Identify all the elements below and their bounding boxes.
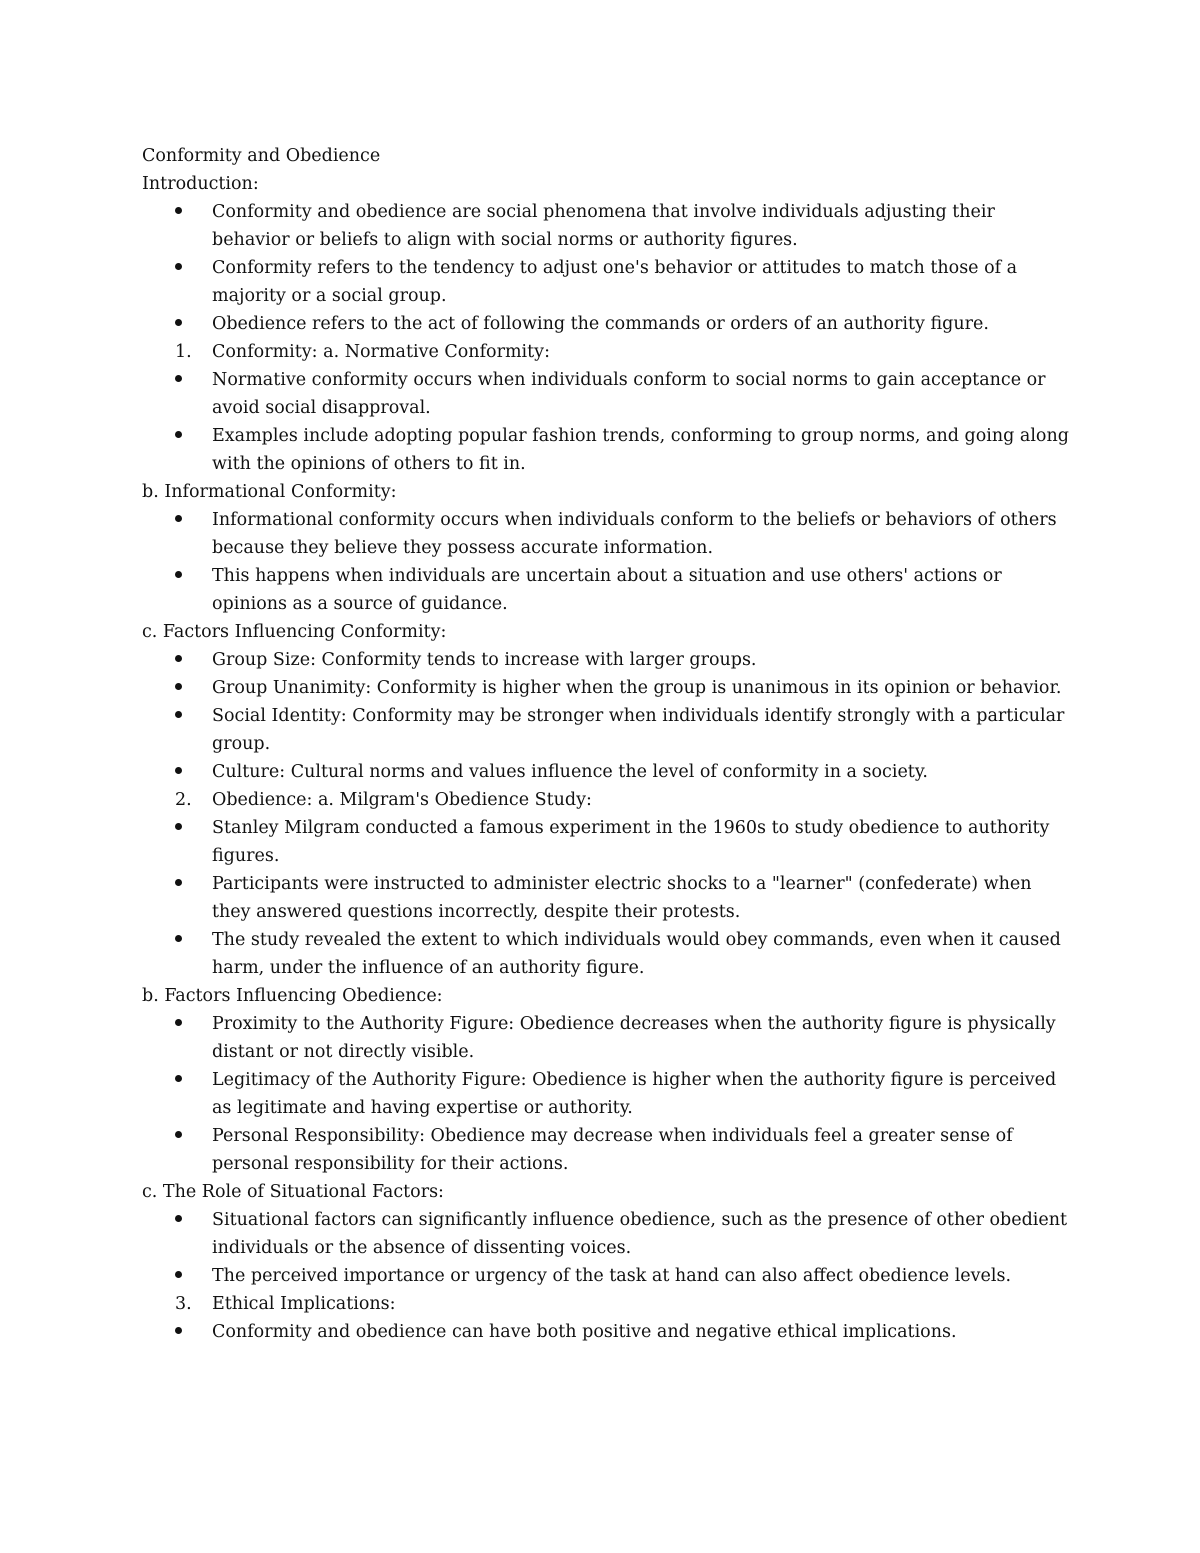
bullet-icon bbox=[174, 422, 208, 450]
list-item-text: Conformity and obedience can have both positive and negative ethical implications. bbox=[212, 1322, 957, 1342]
list-item-text: The study revealed the extent to which individuals would obey commands, even when it caused harm, under the influence of an authority figure. bbox=[212, 930, 1061, 978]
bullet-icon bbox=[174, 562, 208, 590]
bullet-icon bbox=[174, 366, 208, 394]
list-item bbox=[142, 310, 1072, 338]
bullet-icon bbox=[174, 198, 208, 226]
bullet-icon bbox=[174, 1010, 208, 1038]
list-item bbox=[142, 1122, 1072, 1178]
bullet-icon bbox=[174, 1206, 208, 1234]
numbered-item-label: Obedience: a. Milgram's Obedience Study: bbox=[212, 790, 592, 810]
subheading-factors-conformity: c. Factors Influencing Conformity: bbox=[142, 622, 447, 642]
list-item bbox=[142, 870, 1072, 926]
list-item-text: Conformity and obedience are social phenomena that involve individuals adjusting their behavior or beliefs to align with social norms or authority figures. bbox=[212, 202, 995, 250]
list-item-text: Stanley Milgram conducted a famous experiment in the 1960s to study obedience to authority figures. bbox=[212, 818, 1050, 866]
list-number: 1. bbox=[175, 342, 192, 362]
bullet-icon bbox=[174, 1122, 208, 1150]
numbered-item-label: Conformity: a. Normative Conformity: bbox=[212, 342, 550, 362]
list-item bbox=[142, 366, 1072, 422]
list-item-text: Obedience refers to the act of following the commands or orders of an authority figure. bbox=[212, 314, 989, 334]
list-item-text: Participants were instructed to administer electric shocks to a "learner" (confederate) when they answered questions incorrectly, despite their protests. bbox=[212, 874, 1032, 922]
bullet-icon bbox=[174, 506, 208, 534]
list-item-text: Personal Responsibility: Obedience may decrease when individuals feel a greater sense of personal responsibility for their actions. bbox=[212, 1126, 1013, 1174]
list-item bbox=[142, 1066, 1072, 1122]
list-item bbox=[142, 674, 1072, 702]
bullet-icon bbox=[174, 674, 208, 702]
bullet-icon bbox=[174, 870, 208, 898]
list-item bbox=[142, 1318, 1072, 1346]
document-body bbox=[142, 142, 1072, 1346]
subheading-factors-obedience: b. Factors Influencing Obedience: bbox=[142, 986, 443, 1006]
list-item bbox=[142, 562, 1072, 618]
numbered-item-ethical-implications bbox=[142, 1290, 1072, 1318]
list-item-text: Normative conformity occurs when individuals conform to social norms to gain acceptance or avoid social disapproval. bbox=[212, 370, 1046, 418]
list-item bbox=[142, 1206, 1072, 1262]
bullet-icon bbox=[174, 254, 208, 282]
list-item-text: Informational conformity occurs when individuals conform to the beliefs or behaviors of others because they believe they possess accurate information. bbox=[212, 510, 1057, 558]
document-title: Conformity and Obedience bbox=[142, 146, 381, 166]
bullet-icon bbox=[174, 1066, 208, 1094]
list-item-text: The perceived importance or urgency of the task at hand can also affect obedience levels. bbox=[212, 1266, 1012, 1286]
list-item-text: Proximity to the Authority Figure: Obedience decreases when the authority figure is physically distant or not directly visible. bbox=[212, 1014, 1056, 1062]
bullet-icon bbox=[174, 758, 208, 786]
list-item bbox=[142, 506, 1072, 562]
list-item bbox=[142, 1010, 1072, 1066]
bullet-icon bbox=[174, 926, 208, 954]
bullet-icon bbox=[174, 1262, 208, 1290]
list-number: 3. bbox=[175, 1294, 192, 1314]
bullet-icon bbox=[174, 1318, 208, 1346]
bullet-icon bbox=[174, 310, 208, 338]
list-item-text: Social Identity: Conformity may be stronger when individuals identify strongly with a particular group. bbox=[212, 706, 1065, 754]
list-item bbox=[142, 702, 1072, 758]
list-item bbox=[142, 646, 1072, 674]
bullet-icon bbox=[174, 646, 208, 674]
subheading-informational-conformity: b. Informational Conformity: bbox=[142, 482, 397, 502]
list-item-text: This happens when individuals are uncertain about a situation and use others' actions or opinions as a source of guidance. bbox=[212, 566, 1002, 614]
subheading-situational-factors: c. The Role of Situational Factors: bbox=[142, 1182, 444, 1202]
list-item bbox=[142, 254, 1072, 310]
list-item-text: Group Unanimity: Conformity is higher when the group is unanimous in its opinion or behavior. bbox=[212, 678, 1062, 698]
bullet-icon bbox=[174, 814, 208, 842]
list-item bbox=[142, 758, 1072, 786]
list-item-text: Situational factors can significantly influence obedience, such as the presence of other obedient individuals or the absence of dissenting voices. bbox=[212, 1210, 1068, 1258]
list-item-text: Conformity refers to the tendency to adjust one's behavior or attitudes to match those of a majority or a social group. bbox=[212, 258, 1018, 306]
list-item bbox=[142, 198, 1072, 254]
list-item bbox=[142, 1262, 1072, 1290]
list-item-text: Examples include adopting popular fashion trends, conforming to group norms, and going along with the opinions of others to fit in. bbox=[212, 426, 1069, 474]
numbered-item-obedience bbox=[142, 786, 1072, 814]
bullet-icon bbox=[174, 702, 208, 730]
list-item-text: Legitimacy of the Authority Figure: Obedience is higher when the authority figure is perceived as legitimate and having expertise or authority. bbox=[212, 1070, 1057, 1118]
numbered-item-label: Ethical Implications: bbox=[212, 1294, 396, 1314]
numbered-item-conformity bbox=[142, 338, 1072, 366]
list-item bbox=[142, 422, 1072, 478]
list-item bbox=[142, 926, 1072, 982]
list-item-text: Group Size: Conformity tends to increase with larger groups. bbox=[212, 650, 757, 670]
list-number: 2. bbox=[175, 790, 192, 810]
intro-heading: Introduction: bbox=[142, 174, 259, 194]
list-item bbox=[142, 814, 1072, 870]
list-item-text: Culture: Cultural norms and values influence the level of conformity in a society. bbox=[212, 762, 928, 782]
